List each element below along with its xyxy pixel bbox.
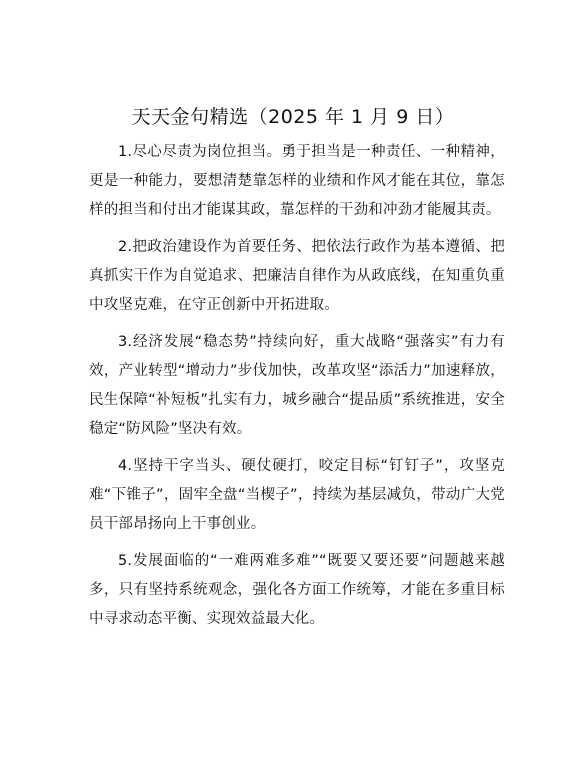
quote-paragraph-3: 3.经济发展“稳态势”持续向好，重大战略“强落实”有力有效，产业转型“增动力”步伐加快，改革攻坚“添活力”加速释放，民生保障“补短板”扎实有力，城乡融合“提品质”系统推进，安全稳定“防风险”坚决有效。 bbox=[89, 334, 505, 437]
document-body bbox=[89, 138, 505, 642]
quote-paragraph-1: 1.尽心尽责为岗位担当。勇于担当是一种责任、一种精神，更是一种能力，要想清楚靠怎样的业绩和作风才能在其位，靠怎样的担当和付出才能谋其政，靠怎样的干劲和冲劲才能履其责。 bbox=[89, 144, 505, 218]
document-title: 天天金句精选（2025 年 1 月 9 日） bbox=[131, 106, 455, 128]
quote-paragraph-4: 4.坚持干字当头、硬仗硬打，咬定目标“钉钉子”，攻坚克难“下锥子”，固牢全盘“当楔子”，持续为基层减负，带动广大党员干部昂扬向上干事创业。 bbox=[89, 458, 505, 532]
quote-paragraph-2: 2.把政治建设作为首要任务、把依法行政作为基本遵循、把真抓实干作为自觉追求、把廉洁自律作为从政底线，在知重负重中攻坚克难，在守正创新中开拓进取。 bbox=[89, 239, 505, 313]
quote-paragraph-5: 5.发展面临的“一难两难多难”“既要又要还要”问题越来越多，只有坚持系统观念，强化各方面工作统筹，才能在多重目标中寻求动态平衡、实现效益最大化。 bbox=[89, 553, 505, 627]
